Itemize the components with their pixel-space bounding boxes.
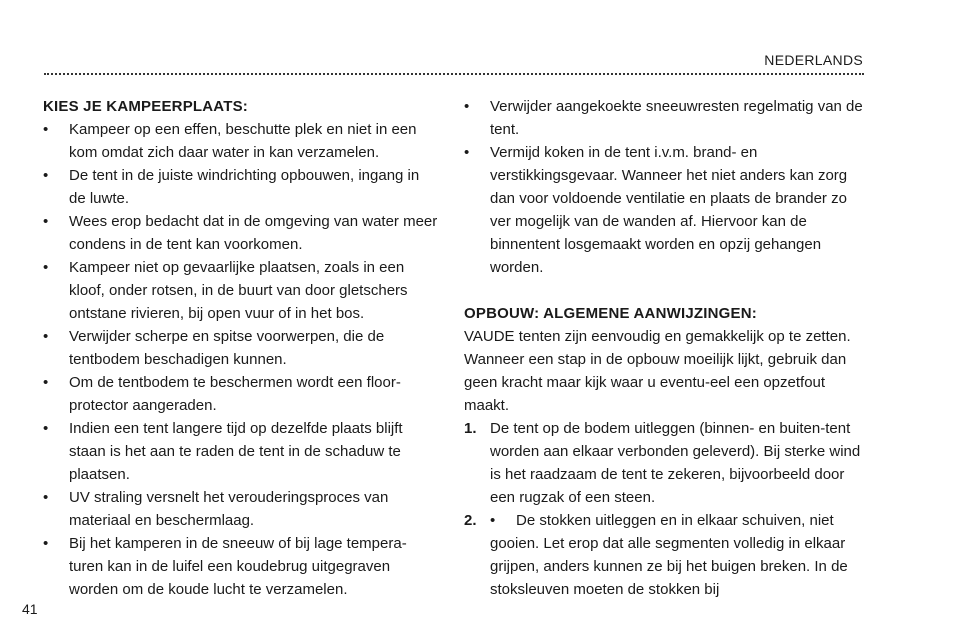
list-item: • Indien een tent langere tijd op dezelfde plaats blijft staan is het aan te raden de tent in de schaduw te plaatsen. [43, 417, 438, 486]
list-item: • Vermijd koken in de tent i.v.m. brand- en verstikkingsgevaar. Wanneer het niet anders kan zorg dan voor voldoende ventilatie en plaats de brander zo ver mogelijk van de wanden af. Hiervoor kan de binnentent losgemaakt worden en opzij gehangen worden. [464, 141, 864, 279]
list-item: • Bij het kamperen in de sneeuw of bij lage tempera-turen kan in de luifel een koudebrug uitgegraven worden om de koude lucht te verzamelen. [43, 532, 438, 601]
section-heading-campsite: KIES JE KAMPEERPLAATS: [43, 98, 248, 115]
list-item: • De tent in de juiste windrichting opbouwen, ingang in de luwte. [43, 164, 438, 210]
setup-steps-list [464, 417, 864, 601]
list-item: • Verwijder aangekoekte sneeuwresten regelmatig van de tent. [464, 95, 864, 141]
campsite-bullet-list [43, 118, 438, 601]
list-item: • Verwijder scherpe en spitse voorwerpen, die de tentbodem beschadigen kunnen. [43, 325, 438, 371]
header-divider [44, 73, 864, 75]
list-item: • Om de tentbodem te beschermen wordt een floor-protector aangeraden. [43, 371, 438, 417]
step-item [464, 417, 864, 509]
section-heading-setup: OPBOUW: ALGEMENE AANWIJZINGEN: [464, 305, 757, 322]
step-text: De tent op de bodem uitleggen (binnen- en buiten-tent worden aan elkaar verbonden geleverd). Bij sterke wind is het raadzaam de tent te zekeren, bijvoorbeeld door een rugzak of een steen. [490, 420, 861, 506]
right-column [464, 95, 864, 601]
list-item: • Kampeer op een effen, beschutte plek en niet in een kom omdat zich daar water in kan verzamelen. [43, 118, 438, 164]
step-number: 2. [464, 512, 477, 529]
list-item: • Kampeer niet op gevaarlijke plaatsen, zoals in een kloof, onder rotsen, in de buurt van door gletschers ontstane rivieren, bij open vuur of in het bos. [43, 256, 438, 325]
list-item: • Wees erop bedacht dat in de omgeving van water meer condens in de tent kan voorkomen. [43, 210, 438, 256]
step-text: De stokken uitleggen en in elkaar schuiven, niet gooien. Let erop dat alle segmenten volledig in elkaar grijpen, anders kunnen ze bij het buigen breken. In de stoksleuven moeten de stokken bij [490, 512, 848, 598]
page-number: 41 [22, 601, 38, 617]
step-number: 1. [464, 420, 477, 437]
language-label: NEDERLANDS [764, 52, 863, 68]
left-column [43, 95, 438, 601]
list-item: • UV straling versnelt het verouderingsproces van materiaal en beschermlaag. [43, 486, 438, 532]
step-bullet: • [490, 512, 496, 529]
setup-intro-paragraph: VAUDE tenten zijn eenvoudig en gemakkelijk op te zetten. Wanneer een stap in de opbouw moeilijk lijkt, gebruik dan geen kracht maar kijk waar u eventu-eel een opzetfout maakt. [464, 328, 851, 414]
continued-bullet-list [464, 95, 864, 279]
step-item [464, 509, 864, 601]
